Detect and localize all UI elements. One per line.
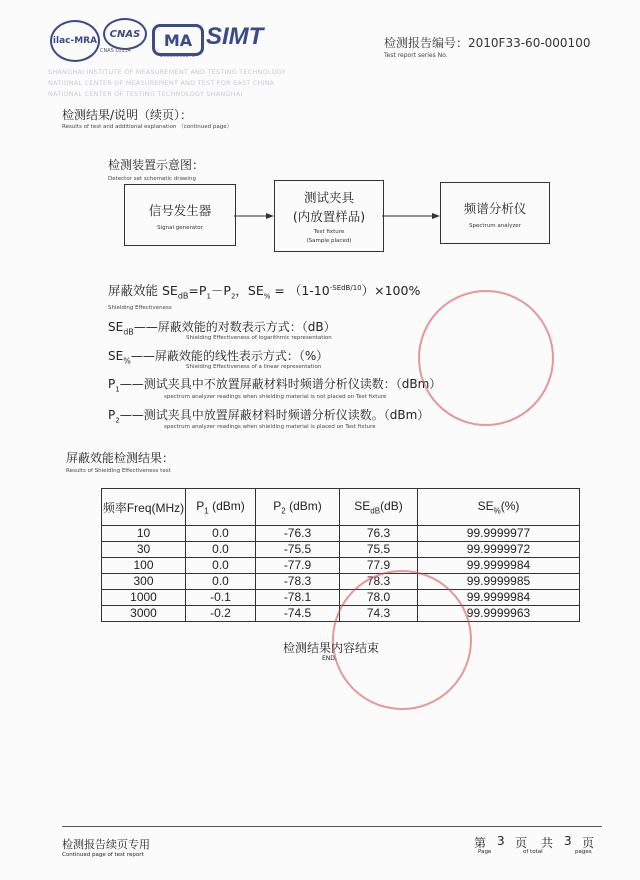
header-p2-main: P <box>273 498 282 513</box>
table-row <box>102 558 580 574</box>
header-p1-main: P <box>196 498 205 513</box>
page-en: Page <box>478 849 492 855</box>
red-seal-stamp <box>418 290 554 426</box>
cell-se-db: 78.0 <box>340 590 418 606</box>
end-of-results: 检测结果内容结束 <box>283 641 380 655</box>
def-3-text: ——测试夹具中不放置屏蔽材料时频谱分析仪读数：（dBm） <box>119 377 442 391</box>
formula-sub-pct: % <box>263 292 271 301</box>
total-label: 共 <box>541 836 554 850</box>
box-2-label-2: (内放置样品) <box>292 209 366 224</box>
def-3-symbol: P <box>108 377 116 391</box>
formula-eq2: = （1-10 <box>270 283 330 298</box>
cell-p1: 0.0 <box>186 542 256 558</box>
header-sedb-tail: (dB) <box>380 498 403 513</box>
cell-freq: 10 <box>102 526 186 542</box>
definition-p2-en: spectrum analyzer readings when shielding material is placed on Test fixture <box>164 424 376 430</box>
header-sepct-tail: (%) <box>500 498 520 513</box>
cell-p2: -78.3 <box>256 574 340 590</box>
header-sedb-sub: dB <box>370 506 381 516</box>
cell-se-pct: 99.9999977 <box>418 526 580 542</box>
def-1-text: ——屏蔽效能的对数表示方式：（dB） <box>133 320 336 334</box>
box-1-label: 信号发生器 <box>148 203 212 218</box>
def-4-symbol: P <box>108 408 116 422</box>
report-number-value: 2010F33-60-000100 <box>468 36 591 50</box>
box-2-label: 测试夹具 <box>303 190 354 205</box>
header-p2-sub: 2 <box>281 506 286 516</box>
page-label: 第 <box>474 836 487 850</box>
total-unit: 页 <box>582 836 595 850</box>
header-se-db <box>340 489 418 526</box>
total-number: 3 <box>564 834 572 848</box>
table-section-title: 屏蔽效能检测结果： <box>66 451 175 465</box>
box-2-label-en-2: (Sample placed) <box>306 238 352 244</box>
institute-line-2: NATIONAL CENTER OF MEASUREMENT AND TEST FOR EAST CHINA <box>48 79 275 87</box>
formula-en: Shielding Effectiveness <box>108 305 172 311</box>
def-3-sub: 1 <box>115 385 120 394</box>
report-number-en: Test report series No. <box>384 52 448 59</box>
cell-se-pct: 99.9999985 <box>418 574 580 590</box>
header-sepct-main: SE <box>477 498 494 513</box>
shielding-formula <box>108 281 420 301</box>
header-p2-tail: (dBm) <box>285 498 322 513</box>
cell-freq: 30 <box>102 542 186 558</box>
header-p2 <box>256 489 340 526</box>
report-number-label: 检测报告编号： <box>384 36 469 50</box>
def-4-sub: 2 <box>115 416 120 425</box>
diagram-title: 检测装置示意图： <box>108 158 205 172</box>
cell-freq: 3000 <box>102 606 186 622</box>
results-table <box>101 488 580 622</box>
cell-p2: -76.3 <box>256 526 340 542</box>
formula-sub1: 1 <box>206 292 211 301</box>
cell-p2: -77.9 <box>256 558 340 574</box>
footer-label-en: Continued page of test report <box>62 852 144 858</box>
definition-se-pct <box>108 347 328 365</box>
cell-p1: 0.0 <box>186 558 256 574</box>
formula-se: SE <box>162 283 178 298</box>
definition-se-pct-en: Shielding Effectiveness of a linear representation <box>186 364 322 370</box>
formula-label: 屏蔽效能 <box>108 283 159 298</box>
header-p1-tail: (dBm) <box>208 498 245 513</box>
footer-label: 检测报告续页专用 <box>62 838 150 851</box>
cell-se-db: 74.3 <box>340 606 418 622</box>
cell-p2: -75.5 <box>256 542 340 558</box>
cell-freq: 100 <box>102 558 186 574</box>
cell-p1: -0.2 <box>186 606 256 622</box>
cnas-logo-text: CNAS <box>109 28 141 40</box>
institute-line-1: SHANGHAI INSTITUTE OF MEASUREMENT AND TESTING TECHNOLOGY <box>48 68 286 76</box>
arrow-1-head <box>266 213 274 219</box>
arrow-2-head <box>432 213 440 219</box>
header-freq-text: 频率Freq(MHz) <box>102 500 185 515</box>
formula-tail: ）×100% <box>361 283 421 298</box>
definition-p1-en: spectrum analyzer readings when shielding material is not placed on Test fixture <box>164 394 387 400</box>
cell-se-db: 76.3 <box>340 526 418 542</box>
def-2-text: ——屏蔽效能的线性表示方式：（%） <box>130 349 329 363</box>
formula-eq: =P <box>188 283 207 298</box>
cell-p1: 0.0 <box>186 526 256 542</box>
page-unit: 页 <box>515 836 528 850</box>
formula-comma: ，SE <box>235 283 264 298</box>
cell-freq: 1000 <box>102 590 186 606</box>
header-p1-sub: 1 <box>204 506 209 516</box>
section-results-title: 检测结果/说明（续页）： <box>62 108 193 122</box>
simt-logo: SIMT <box>206 23 264 50</box>
table-section-en: Results of Shielding Effectiveness test <box>66 468 171 474</box>
cell-se-pct: 99.9999984 <box>418 558 580 574</box>
cell-se-db: 78.3 <box>340 574 418 590</box>
cell-p1: -0.1 <box>186 590 256 606</box>
cell-p2: -74.5 <box>256 606 340 622</box>
definition-se-db <box>108 318 336 336</box>
definition-p1 <box>108 375 441 393</box>
definition-p2 <box>108 406 429 424</box>
header-sepct-sub: % <box>493 506 501 516</box>
table-row <box>102 590 580 606</box>
institute-line-3: NATIONAL CENTER OF TESTING TECHNOLOGY SHANGHAI <box>48 90 243 98</box>
header-sedb-main: SE <box>354 498 371 513</box>
table-row <box>102 542 580 558</box>
formula-minus: －P <box>210 283 231 298</box>
cell-se-pct: 99.9999984 <box>418 590 580 606</box>
formula-sup: -SEdB/10 <box>329 283 362 292</box>
table-row <box>102 574 580 590</box>
ilac-logo-text: ilac-MRA <box>52 36 98 46</box>
cell-p2: -78.1 <box>256 590 340 606</box>
diagram-arrows <box>0 0 640 300</box>
end-of-results-en: END. <box>322 655 337 662</box>
section-results-en: Results of test and additional explanation （continued page） <box>62 124 233 130</box>
def-4-text: ——测试夹具中放置屏蔽材料时频谱分析仪读数。（dBm） <box>119 408 430 422</box>
formula-sub2: 2 <box>230 292 236 301</box>
cell-freq: 300 <box>102 574 186 590</box>
table-header-row <box>102 489 580 526</box>
cell-p1: 0.0 <box>186 574 256 590</box>
definition-se-db-en: Shielding Effectiveness of logarithmic representation <box>186 335 332 341</box>
header-se-pct <box>418 489 580 526</box>
def-2-sub: % <box>123 356 131 366</box>
pages-en: pages <box>575 849 592 855</box>
header-freq <box>102 489 186 526</box>
box-3-label-en: Spectrum analyzer <box>469 223 521 229</box>
cell-se-db: 75.5 <box>340 542 418 558</box>
cell-se-pct: 99.9999963 <box>418 606 580 622</box>
cell-se-db: 77.9 <box>340 558 418 574</box>
header-p1 <box>186 489 256 526</box>
def-1-sub: dB <box>123 327 134 337</box>
cnas-number: CNAS L0134 <box>100 48 131 54</box>
of-total-en: of total <box>523 849 543 855</box>
page-number: 3 <box>497 834 505 848</box>
box-2-label-en: Test fixture <box>313 229 345 235</box>
footer-divider <box>62 826 602 827</box>
def-2-symbol: SE <box>108 349 124 363</box>
diagram-title-en: Detector set schematic drawing <box>108 176 196 182</box>
cell-se-pct: 99.9999972 <box>418 542 580 558</box>
box-1-label-en: Signal generator <box>157 225 203 231</box>
def-1-symbol: SE <box>108 320 124 334</box>
box-3-label: 频谱分析仪 <box>463 201 527 216</box>
table-row <box>102 526 580 542</box>
cma-number: 2008000587S <box>160 53 195 59</box>
cma-logo-text: MA <box>163 30 193 50</box>
formula-sub-db: dB <box>177 291 189 301</box>
